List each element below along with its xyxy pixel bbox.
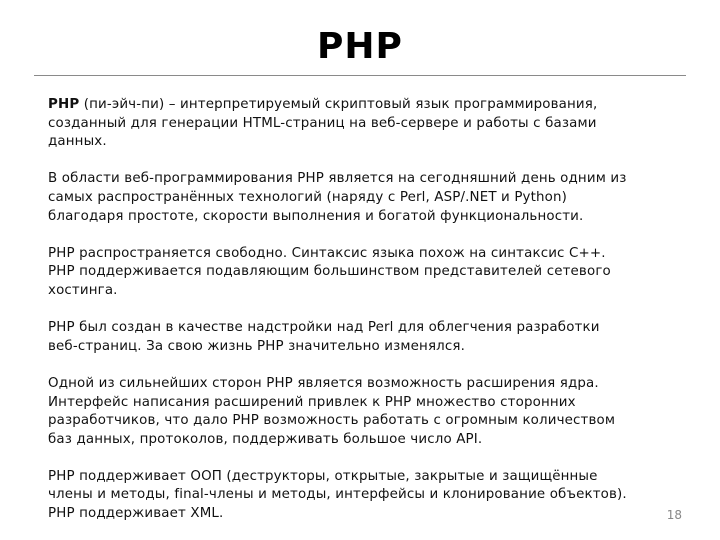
paragraph-line: веб-страниц. За свою жизнь PHP значительно изменялся. [48, 338, 466, 354]
paragraph-oop [48, 468, 688, 524]
paragraph-popularity [48, 170, 688, 226]
slide-title: PHP [317, 26, 403, 67]
paragraph-distribution [48, 245, 688, 301]
paragraph-line [48, 96, 688, 115]
paragraph-line: самых распространённых технологий (наряду с Perl, ASP/.NET и Python) [48, 189, 568, 205]
paragraph-history [48, 319, 688, 356]
paragraph-line: PHP поддерживает ООП (деструкторы, открытые, закрытые и защищённые [48, 468, 598, 484]
paragraph-line: разработчиков, что дало PHP возможность работать с огромным количеством [48, 413, 616, 429]
paragraph-line: Интерфейс написания расширений привлек к PHP множество сторонних [48, 394, 576, 410]
paragraph-line: хостинга. [48, 282, 118, 298]
paragraph-line: PHP поддерживает XML. [48, 506, 224, 522]
paragraph-definition [48, 96, 688, 152]
title-divider [34, 75, 686, 76]
paragraph-line: данных. [48, 134, 107, 150]
term-php: PHP [48, 97, 80, 112]
paragraph-line: PHP распространяется свободно. Синтаксис языка похож на синтаксис C++. [48, 245, 606, 261]
paragraph-line: PHP был создан в качестве надстройки над Perl для облегчения разработки [48, 320, 600, 336]
paragraph-line: благодаря простоте, скорости выполнения и богатой функциональности. [48, 208, 584, 224]
paragraph-line: баз данных, протоколов, поддерживать большое число API. [48, 431, 483, 447]
paragraph-line: PHP поддерживается подавляющим большинством представителей сетевого [48, 264, 611, 280]
paragraph-line: члены и методы, final-члены и методы, интерфейсы и клонирование объектов). [48, 487, 627, 503]
paragraph-line: В области веб-программирования PHP является на сегодняшний день одним из [48, 171, 627, 187]
line-text: (пи-эйч-пи) – интерпретируемый скриптовый язык программирования, [79, 97, 598, 112]
paragraph-line: созданный для генерации HTML-страниц на веб-сервере и работы с базами [48, 115, 597, 131]
page-number: 18 [666, 508, 682, 522]
slide-body [48, 96, 688, 524]
paragraph-extensions [48, 375, 688, 449]
paragraph-line: Одной из сильнейших сторон PHP является возможность расширения ядра. [48, 375, 599, 391]
